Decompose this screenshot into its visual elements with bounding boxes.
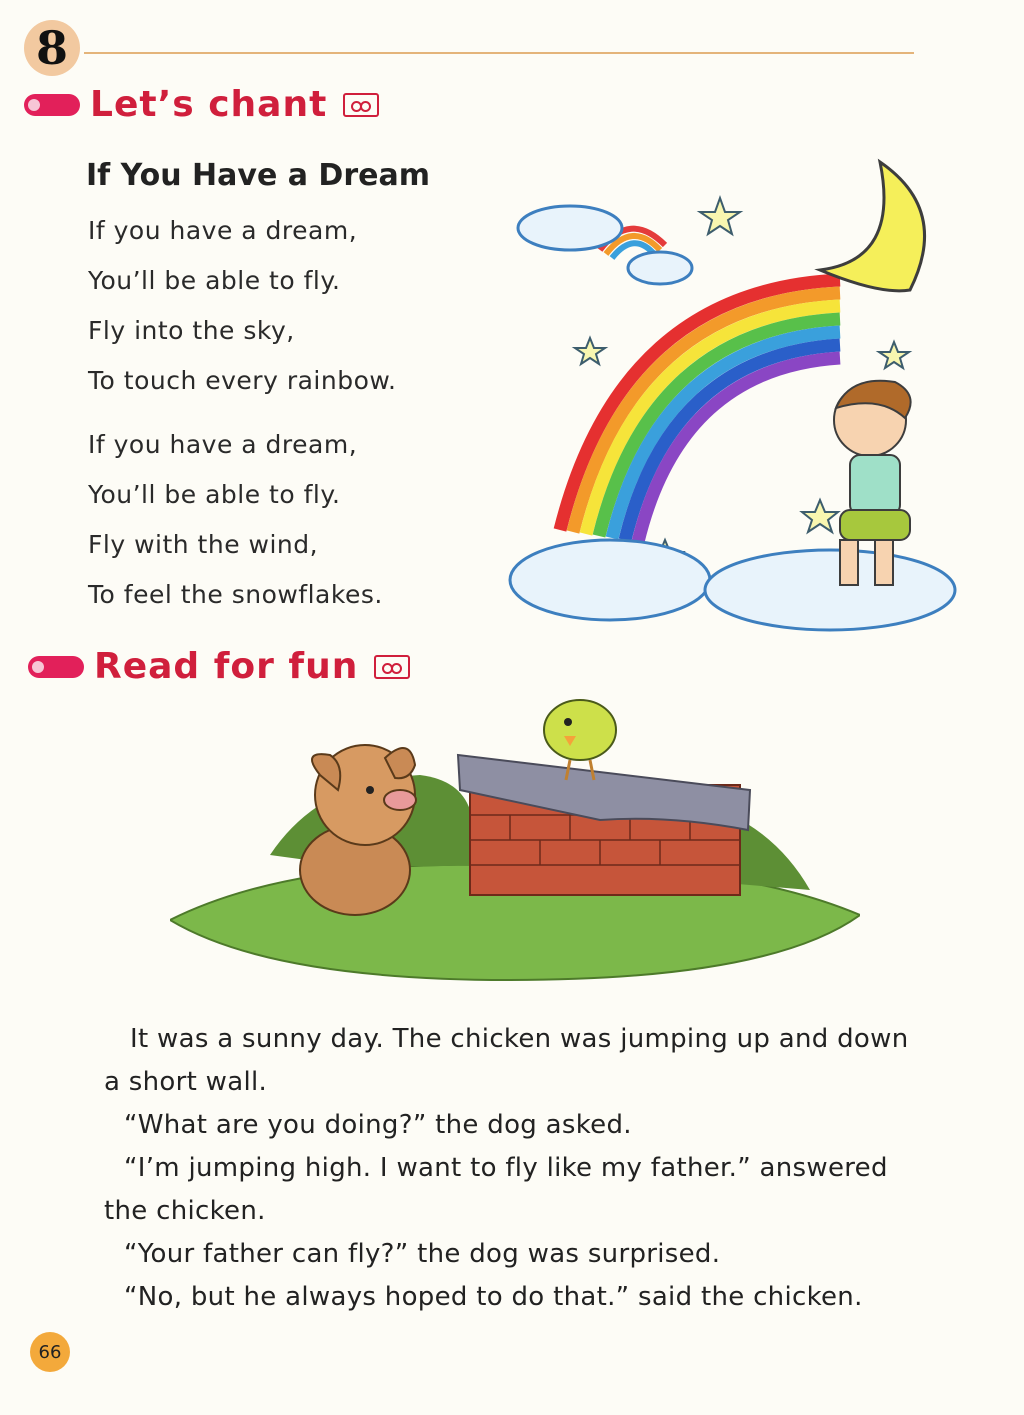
read-for-fun-title: Read for fun (94, 646, 359, 687)
lets-chant-title: Let’s chant (90, 84, 328, 125)
poem-title: If You Have a Dream (86, 158, 430, 193)
poem-line: Fly with the wind, (88, 530, 319, 559)
poem-line: To touch every rainbow. (88, 366, 397, 395)
story-line: “No, but he always hoped to do that.” said the chicken. (124, 1282, 863, 1312)
cassette-icon[interactable] (343, 93, 379, 117)
poem-line: You’ll be able to fly. (88, 480, 341, 509)
section-pill-icon (28, 656, 84, 678)
story-line: “Your father can fly?” the dog was surprised. (124, 1239, 721, 1269)
story-line: “I’m jumping high. I want to fly like my father.” answered (124, 1153, 888, 1183)
poem-stanza-2 (88, 420, 383, 620)
poem-line: To feel the snowflakes. (88, 580, 383, 609)
story-line: a short wall. (104, 1067, 268, 1097)
dog-chicken-illustration (170, 680, 860, 1000)
poem-line: Fly into the sky, (88, 316, 295, 345)
poem-line: You’ll be able to fly. (88, 266, 341, 295)
rainbow-illustration (500, 150, 970, 640)
page-number-badge: 66 (30, 1332, 70, 1372)
section-pill-icon (24, 94, 80, 116)
header-rule (84, 52, 914, 54)
unit-number-badge: 8 (24, 20, 80, 76)
story-line: It was a sunny day. The chicken was jumping up and down (130, 1024, 909, 1054)
story-line: the chicken. (104, 1196, 266, 1226)
poem-line: If you have a dream, (88, 216, 358, 245)
story-line: “What are you doing?” the dog asked. (124, 1110, 632, 1140)
story-text (104, 1018, 1004, 1319)
poem-stanza-1 (88, 206, 396, 406)
lets-chant-heading (24, 84, 379, 125)
cassette-icon[interactable] (374, 655, 410, 679)
poem-line: If you have a dream, (88, 430, 358, 459)
